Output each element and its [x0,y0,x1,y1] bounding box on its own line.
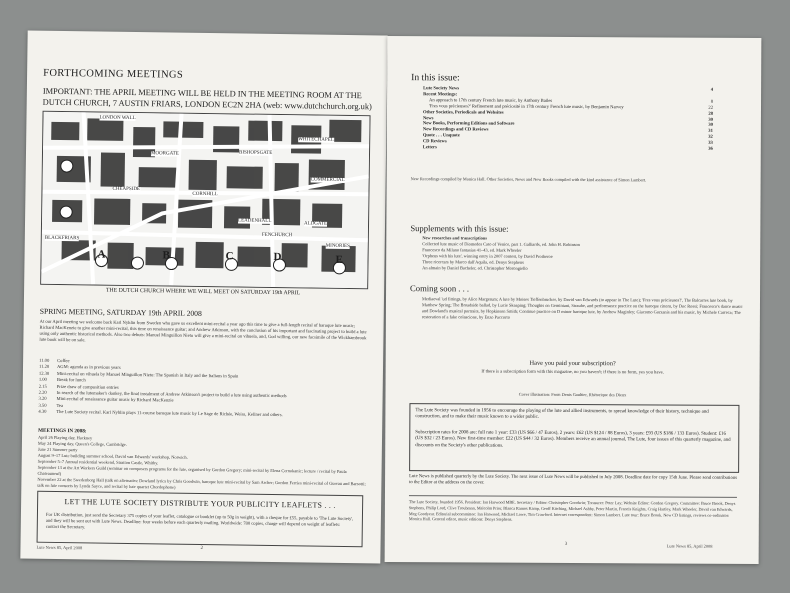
subscription-text: If there is a subscription form with this magazine, no you haven't; if there is no form, yes you have. [481,368,664,375]
society-about: The Lute Society was founded in 1956 to encourage the playing of the lute and allied instruments, to spread knowledge of their history, technique and construction, and to make their music known to a wider public. [415,408,709,421]
map-street-label: CHEAPSIDE [112,186,141,193]
list-item: September 5–7 Annual residential weekend, Stratton Castle, Whitby. [37,458,159,466]
subscription-heading: Have you paid your subscription? [529,359,616,368]
toc-row: Other Societies, Periodicals and Websites 28 [422,108,713,116]
list-item: April 26 Playing day, Hackney [37,434,93,441]
list-item: An almain by Daniel Bacheler, ed. Christopher Morongiello [422,265,528,271]
map-street-label: MINORIES [325,243,350,250]
map-street-label: BLACKFRIARS [44,235,80,242]
right-page [385,36,762,564]
toc-row: Lute Society News 4 [423,85,714,92]
list-item: 'Orpheus with his lute', winning entry in 2007 contest, by David Protheroe [422,253,553,259]
map-street-label: LONDON WALL [99,115,136,122]
map-street-label: LEADENHALL [238,218,272,224]
map-marker: A [97,248,106,261]
staff-list: The Lute Society, founded 1956. President: Ian Harwood MBE. Secretary / Editor: Christopher Goodwin; Treasurer: Peter Lay; Website Editor: Gordon Gregory. Committee: Bruce Brook, Denys Stephens, Philip Lord, Clive Troubman, Malcolm Prior, Blanca Ramos Kamp, Geoff Kitching, Michael Ashby, Peter Martin, Francis Knights, Craig Hartley, Mark Wheeler, David van Edwards, Meg Goodyear. Editorial subcommittee: Ian Harwood, Michael Lowe, Tim Crawford. Internet correspondent: Simon Lambert. Lute tour: Bruce Brook. New CD listings, reviews co-ordinator: Monica Hall. General editor, music editions: Denys Stephens. [408,499,736,523]
meeting-intro: At our April meeting we welcome back Karl Nyhlin from Sweden who gave us excellent mini-recital a year ago this time to give a full-length recital of baroque lute music; Richard MacKenzie to give another mini-recital, this time on renaissance guitar; and Andrew Atkinson, with the conclusion of his important and fascinating project to build a lute using only authentic historical methods. Also two debuts: Manuel Minguillon Nieto will give a mini-recital on vihuela, and, God willing, our new facsimile of the Wickhambrook lute book will be on sale. [39,318,367,343]
spring-meeting-heading: SPRING MEETING, SATURDAY 19th APRIL 2008 [39,306,202,318]
meetings-heading: MEETINGS IN 2008: [38,427,87,435]
map-street-label: MOORGATE [150,151,179,157]
left-page [20,31,387,564]
schedule-row: 3.20 Mini-recital of renaissance guitar music by Richard MacKenzie [38,396,174,404]
toc-row: New Books, Performing Editions and Software 30 [422,120,713,128]
toc-row: CD Reviews 33 [422,138,713,145]
coming-soon-text: Mediaeval 'ud fittings, by Alice Margerum; A lute by Moises Tieffenbrucker, by David van Edwards (to appear in The Lute); 'Fres vous précieuses?', The Balcarres lute book, by Matthew Spring; The Broadside ballad, by Lucie Skeaping; Thoughts on Geminiani, Straube, and performance practice on the baroque cittern, by Doc Rossi; Francesco's dance music and Dowland's musical portraits, by Hopkinson Smith; Continue practice on D minor baroque lute, by Andrew Maginley; Giacomo Gorzanis and his music, by Michele Carreca; The restoration of a fake colascione, by Enzo Paccorto [421,296,743,320]
list-item: Collected lute music of Diomedes Cato of Venice, part 1. Galliards, ed. John H. Robinson [422,241,580,248]
map-street-label: BISHOPSGATE [238,150,273,156]
list-item: August 9–17 Lute building summer school, David van Edwards' workshop, Norwich. [37,452,188,460]
toc-row: Recent Meetings: [423,91,458,97]
forthcoming-heading: FORTHCOMING MEETINGS [43,67,184,81]
right-page-number: 3 [564,541,568,547]
schedule-row: 11.00 Coffee [39,357,70,364]
toc-row: News 30 [422,114,713,122]
map-marker: E [335,253,343,266]
schedule-row: 1.00 Break for lunch [38,376,86,383]
supplements-list [422,235,742,273]
map-street-label: WHITECHAPEL [298,137,334,143]
publishing-info: Lute News is published quarterly by the Lute Society. The next issue of Lute News will be published in July 2008. Deadline date for copy 15th June. Please send contributions to the Editor at the address on the cover. [409,474,738,486]
schedule-row: 12.30 Mini-recital on vihuela by Manuel Minguillon Nieto: The Spanish in Italy and the Italians in Spain [38,370,239,379]
map-marker: B [162,249,171,262]
divider [409,495,737,498]
list-item: September 13 at the Art Workers Guild (seminar on composers programs for the lute, organised by Gordon Gregory; mini-recital by Elena Cernokanic; lecture / recital by Paula Chateauneuf) [37,464,347,477]
in-this-issue-heading: In this issue: [411,72,460,84]
toc-row: 'Fres vous précieuses?' Refinement and préciosité in 17th century French lute music, by Benjamin Narvey 22 [429,102,714,110]
street-map [40,111,370,290]
distribute-box-title: LET THE LUTE SOCIETY DISTRIBUTE YOUR PUBLICITY LEAFLETS . . . [64,497,336,510]
list-item: June 21 Summer party [37,446,78,453]
map-marker: C [225,250,234,263]
supplements-heading: Supplements with this issue: [410,223,509,234]
toc-row: Quote . . . Unquote 32 [422,132,713,139]
schedule [38,358,369,420]
table-of-contents [423,85,713,151]
left-footer: Lute News 85, April 2008 [36,544,83,551]
list-item: New researches and transcriptions [422,235,487,241]
subscription-rates: Subscription rates for 2008 are: full rate 1 year: £33 (US $66 / 47 Euros), 2 years: £62 (US $124 / 88 Euros), 3 years: £93 (US $186 / 133 Euros). Student: £16 (US $32 / 23 Euros). New first-time member: £22 (US $44 / 32 Euros). Members receive an annual journal, The Lute, four issues of this quarterly magazine, and discounts on the Society's other publications. [415,430,731,449]
map-marker: D [273,250,282,264]
right-footer: Lute News 85, April 2008 [666,543,713,549]
distribute-box-body: For UK distribution, just send the Secretary 375 copies of your leaflet, catalogue or booklet (up to 50g in weight), with a cheque for £55, payable to 'The Lute Society', and they will be sent out with Lute News. Deadline: four weeks before each quarterly mailing. Worldwide: 780 copies, charge will depend on weight of leaflets: contact the Secretary. [45,511,354,530]
society-info-box [409,403,739,473]
map-street-label: COMMERCIAL [310,177,345,183]
toc-row: An approach to 17th century French lute music, by Anthony Bailes 8 [429,97,714,104]
important-notice: IMPORTANT: THE APRIL MEETING WILL BE HELD IN THE MEETING ROOM AT THE DUTCH CHURCH, 7 AUSTIN FRIARS, LONDON EC2N 2HA (web: www.dutchchurch.org.uk) [42,86,372,111]
schedule-row: 2.20 In search of the lutemaker's donkey, the final instalment of Andrew Atkinson's project to build a lute using authentic methods [38,389,287,399]
map-street-label: ALDGATE [303,221,328,227]
coming-soon-heading: Coming soon . . . [410,283,470,294]
schedule-row: 2.15 Prize draw of composition entries [38,383,119,390]
toc-row: Letters 36 [422,144,713,151]
map-street-label: FENCHURCH [261,232,293,239]
list-item: Three ricercars by Marco dall'Aquila, ed. Denys Stephens [422,259,524,265]
left-page-number: 2 [200,545,204,552]
distribute-leaflets-box [37,491,364,548]
list-item: Francesco da Milano fantasias 41–43, ed. Mark Wheeler [422,247,522,253]
map-caption: THE DUTCH CHURCH WHERE WE WILL MEET ON SATURDAY 19th APRIL [105,287,301,297]
toc-row: New Recordings and CD Reviews 31 [422,126,713,134]
schedule-row: 11.20 AGM: agenda as in previous years [38,364,121,371]
schedule-row: 4.30 The Lute Society recital. Karl Nyhlin plays 11-course baroque lute music by Le Sage de Richée, Weiss, Kellner and others. [38,408,283,418]
map-street-label: CORNHILL [192,191,218,198]
compilation-credits: New Recordings compiled by Monica Hall. Other Societies, News and New Books compiled with the kind assistance of Simon Lambert. [410,176,647,183]
schedule-row: 3.50 Tea [38,402,64,408]
list-item: May 24 Playing day, Queen's College, Cambridge. [37,440,127,447]
meetings-list [37,435,368,494]
list-item: November 22 at the Swedenborg Hall (talk on alternative Dowland lyrics by Chris Goodwin, baroque lute mini-recital by Sam Archer; Gordon Ferries mini-recital of Guerau and Barsotti; talk on lute consorts by Lynda Sayce, and recital by lute quartet Chordophone) [37,476,366,490]
cover-credit: Cover illustration: From Denis Gaultier, Rhétorique des Dieux [518,391,627,398]
